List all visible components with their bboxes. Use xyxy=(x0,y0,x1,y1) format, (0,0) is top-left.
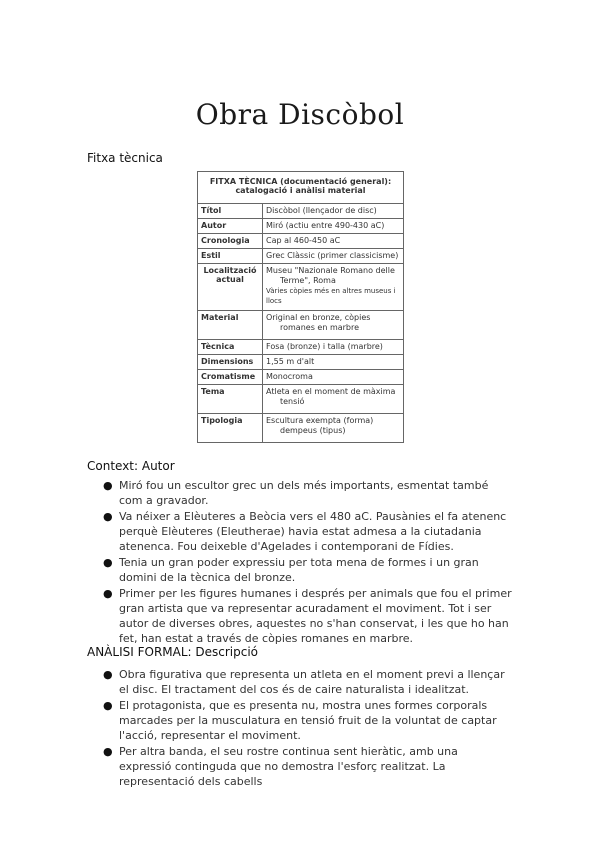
context-list xyxy=(103,478,513,647)
table-row xyxy=(198,340,404,355)
list-item-text: Obra figurativa que representa un atleta en el moment previ a llençar el disc. El tractament del cos és de caire naturalista i idealitzat. xyxy=(119,668,505,696)
bullet-icon: ● xyxy=(103,699,113,712)
row-key: Estil xyxy=(198,249,263,264)
row-value-text: Terme", Roma xyxy=(280,276,336,285)
row-value xyxy=(263,204,404,219)
bullet-icon: ● xyxy=(103,668,113,681)
bullet-icon: ● xyxy=(103,556,113,569)
row-key: Autor xyxy=(198,219,263,234)
table-row xyxy=(198,385,404,414)
table-row xyxy=(198,414,404,443)
row-value-text: 1,55 m d'alt xyxy=(266,357,315,366)
row-value-text: Original en bronze, còpies xyxy=(266,313,371,322)
table-row xyxy=(198,355,404,370)
row-value-text: Museu "Nazionale Romano delle xyxy=(266,266,395,275)
list-item xyxy=(103,698,513,743)
bullet-icon: ● xyxy=(103,479,113,492)
list-item-text: Va néixer a Elèuteres a Beòcia vers el 480 aC. Pausànies el fa atenenc perquè Elèuteres (Eleutherae) havia estat admesa a la ciutadania atenenca. Fou deixeble d'Agelades i contemporani de Fídies. xyxy=(119,510,507,553)
row-value-text: Grec Clàssic (primer classicisme) xyxy=(266,251,399,260)
table-header xyxy=(198,172,404,204)
list-item-text: Per altra banda, el seu rostre continua sent hieràtic, amb una expressió continguda que no demostra l'esforç realitzat. La representació dels cabells xyxy=(119,745,458,788)
row-value-text: Monocroma xyxy=(266,372,313,381)
list-item xyxy=(103,586,513,646)
table-header-row xyxy=(198,172,404,204)
row-key: Tema xyxy=(198,385,263,414)
row-key: Cronologia xyxy=(198,234,263,249)
section-heading-fitxa: Fitxa tècnica xyxy=(87,151,163,165)
fitxa-tecnica-table xyxy=(197,171,404,443)
bullet-icon: ● xyxy=(103,745,113,758)
table-row xyxy=(198,234,404,249)
row-key: Dimensions xyxy=(198,355,263,370)
list-item xyxy=(103,744,513,789)
row-value-text: Discòbol (llençador de disc) xyxy=(266,206,377,215)
table-row xyxy=(198,311,404,340)
table-header-line2: catalogació i anàlisi material xyxy=(235,186,366,195)
list-item-text: El protagonista, que es presenta nu, mostra unes formes corporals marcades per la musculatura en tensió fruit de la voluntat de captar l'acció, representar el moviment. xyxy=(119,699,497,742)
row-value-text: Fosa (bronze) i talla (marbre) xyxy=(266,342,383,351)
table-row xyxy=(198,219,404,234)
list-item-text: Miró fou un escultor grec un dels més importants, esmentat també com a gravador. xyxy=(119,479,489,507)
list-item xyxy=(103,555,513,585)
row-key: Tècnica xyxy=(198,340,263,355)
row-value xyxy=(263,219,404,234)
row-key: Cromatisme xyxy=(198,370,263,385)
bullet-icon: ● xyxy=(103,587,113,600)
row-value xyxy=(263,385,404,414)
row-key: Tipologia xyxy=(198,414,263,443)
row-value xyxy=(263,249,404,264)
row-value-text: Atleta en el moment de màxima xyxy=(266,387,396,396)
row-value-text: Miró (actiu entre 490-430 aC) xyxy=(266,221,385,230)
section-heading-analisi: ANÀLISI FORMAL: Descripció xyxy=(87,645,259,659)
row-value-text: dempeus (tipus) xyxy=(280,426,346,435)
row-value xyxy=(263,264,404,311)
list-item xyxy=(103,509,513,554)
row-value-text: Escultura exempta (forma) xyxy=(266,416,374,425)
list-item xyxy=(103,478,513,508)
row-value xyxy=(263,355,404,370)
table-row xyxy=(198,249,404,264)
row-value-text: Vàries còpies més en altres museus i llocs xyxy=(266,287,396,305)
row-value-text: Cap al 460-450 aC xyxy=(266,236,341,245)
row-value-text: tensió xyxy=(280,397,305,406)
list-item-text: Tenia un gran poder expressiu per tota mena de formes i un gran domini de la tècnica del bronze. xyxy=(119,556,479,584)
row-value xyxy=(263,370,404,385)
row-value xyxy=(263,311,404,340)
list-item-text: Primer per les figures humanes i després per animals que fou el primer gran artista que va representar acuradament el moviment. Tot i ser autor de diverses obres, aquestes no s'han conservat, i les que ho han fet, han estat a través de còpies romanes en marbre. xyxy=(119,587,512,645)
table-row xyxy=(198,264,404,311)
page-title: Obra Discòbol xyxy=(195,98,405,131)
row-value xyxy=(263,234,404,249)
table-row xyxy=(198,204,404,219)
table-header-line1: FITXA TÈCNICA (documentació general): xyxy=(209,177,392,186)
table-row xyxy=(198,370,404,385)
row-key: Material xyxy=(198,311,263,340)
row-value xyxy=(263,414,404,443)
bullet-icon: ● xyxy=(103,510,113,523)
analisi-list xyxy=(103,667,513,790)
section-heading-context: Context: Autor xyxy=(87,459,175,473)
row-value xyxy=(263,340,404,355)
row-key: Títol xyxy=(198,204,263,219)
row-value-text: romanes en marbre xyxy=(280,323,360,332)
list-item xyxy=(103,667,513,697)
row-key: Localització actual xyxy=(198,264,263,311)
